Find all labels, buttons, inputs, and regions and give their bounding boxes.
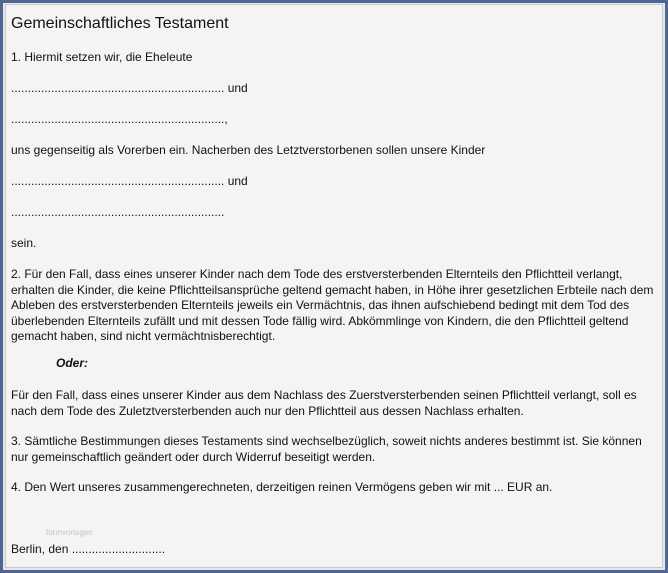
name-blank-line-2: ................................................................,: [11, 112, 228, 126]
paragraph-1-intro: 1. Hiermit setzen wir, die Eheleute: [11, 50, 193, 64]
paragraph-1-end: sein.: [11, 236, 37, 250]
paragraph-2: 2. Für den Fall, dass eines unserer Kinder nach dem Tode des erstversterbenden Elternteils den Pflichtteil verlangt, erhalten die Kinder, die keine Pflichtteilsansprüche geltend gemacht haben, in Höhe ihrer gesetzlichen Erbteile nach dem Ableben des erstversterbenden Elternteils jeweils ein Vermächtnis, das ihnen aufschiebend bedingt mit dem Tod des überlebenden Elternteils zufällt und mit dessen Tode fällig wird. Abkömmlinge von Kindern, die den Pflichtteil geltend gemacht haben, sind nicht vermächtnisberechtigt.: [11, 267, 654, 343]
paragraph-1-text: uns gegenseitig als Vorerben ein. Nacherben des Letztverstorbenen sollen unsere Kinder: [11, 143, 486, 157]
paragraph-4: 4. Den Wert unseres zusammengerechneten, derzeitigen reinen Vermögens geben wir mit ... EUR an.: [11, 480, 553, 494]
name-blank-line-1: ................................................................ und: [11, 81, 248, 95]
child-blank-line-1: ................................................................ und: [11, 174, 248, 188]
child-blank-line-2: ................................................................: [11, 205, 225, 219]
document-page: [5, 4, 663, 568]
watermark: formvorlagen: [46, 528, 93, 537]
alternative-label: Oder:: [56, 356, 89, 370]
signature-line: Berlin, den ............................: [11, 542, 166, 556]
paragraph-2-alternative: Für den Fall, dass eines unserer Kinder aus dem Nachlass des Zuerstversterbenden seinen Pflichtteil verlangt, soll es nach dem Tode des Zuletztversterbenden auch nur den Pflichtteil aus dessen Nachlass erhalten.: [11, 388, 637, 418]
paragraph-3: 3. Sämtliche Bestimmungen dieses Testaments sind wechselbezüglich, soweit nichts anderes bestimmt ist. Sie können nur gemeinschaftlich geändert oder durch Widerruf beseitigt werden.: [11, 434, 642, 464]
document-title: Gemeinschaftliches Testament: [11, 15, 229, 32]
